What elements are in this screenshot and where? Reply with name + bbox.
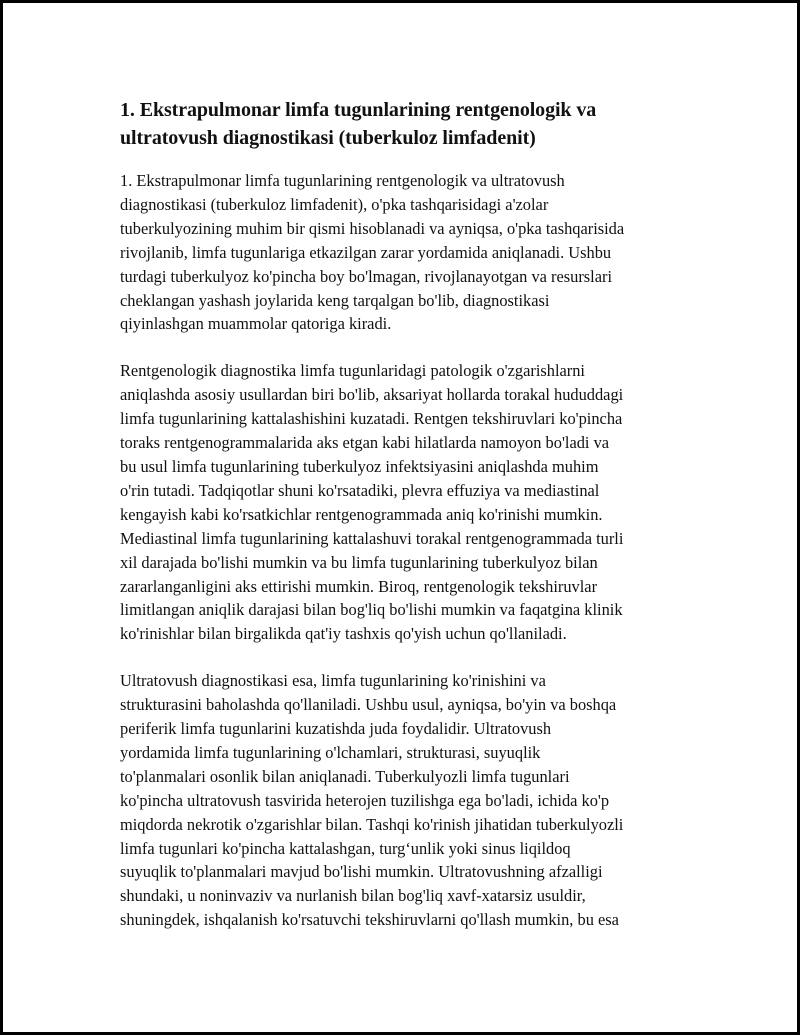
paragraph-line: o'rin tutadi. Tadqiqotlar shuni ko'rsatadiki, plevra effuziya va mediastinal: [120, 480, 600, 500]
paragraph-line: tuberkulyozining muhim bir qismi hisoblanadi va ayniqsa, o'pka tashqarisida: [120, 218, 625, 238]
paragraph-line: zararlanganligini aks ettirishi mumkin. Biroq, rentgenologik tekshiruvlar: [120, 576, 598, 596]
paragraph-line: limitlangan aniqlik darajasi bilan bog'liq bo'lishi mumkin va faqatgina klinik: [120, 600, 623, 620]
paragraph-line: miqdorda nekrotik o'zgarishlar bilan. Tashqi ko'rinish jihatidan tuberkulyozli: [120, 814, 624, 834]
paragraph-line: kengayish kabi ko'rsatkichlar rentgenogrammada aniq ko'rinishi mumkin.: [120, 504, 603, 524]
paragraph-line: bu usul limfa tugunlarining tuberkulyoz infektsiyasini aniqlashda muhim: [120, 456, 599, 476]
title-line: ultratovush diagnostikasi (tuberkuloz limfadenit): [120, 127, 536, 149]
paragraph-line: Rentgenologik diagnostika limfa tugunlaridagi patologik o'zgarishlarni: [120, 361, 585, 381]
paragraph-line: toraks rentgenogrammalarida aks etgan kabi hilatlarda namoyon bo'ladi va: [120, 433, 610, 453]
paragraph-line: limfa tugunlarining kattalashishini kuzatadi. Rentgen tekshiruvlari ko'pincha: [120, 409, 623, 429]
paragraph-line: strukturasini baholashda qo'llaniladi. Ushbu usul, ayniqsa, bo'yin va boshqa: [120, 695, 617, 715]
paragraph-line: turdagi tuberkulyoz ko'pincha boy bo'lmagan, rivojlanayotgan va resurslari: [120, 266, 613, 286]
paragraph-line: Ultratovush diagnostikasi esa, limfa tugunlarining ko'rinishini va: [120, 671, 546, 691]
paragraph-line: cheklangan yashash joylarida keng tarqalgan bo'lib, diagnostikasi: [120, 290, 550, 310]
document-body: [120, 96, 690, 932]
paragraph-line: ko'rinishlar bilan birgalikda qat'iy tashxis qo'yish uchun qo'llaniladi.: [120, 624, 567, 644]
title-line: 1. Ekstrapulmonar limfa tugunlarining rentgenologik va: [120, 99, 597, 121]
document-title: [120, 96, 690, 152]
paragraph-line: Mediastinal limfa tugunlarining kattalashuvi torakal rentgenogrammada turli: [120, 528, 624, 548]
ultrasound-paragraph: [120, 669, 690, 932]
paragraph-line: 1. Ekstrapulmonar limfa tugunlarining rentgenologik va ultratovush: [120, 171, 565, 190]
paragraph-line: qiyinlashgan muammolar qatoriga kiradi.: [120, 314, 392, 334]
paragraph-line: ko'pincha ultratovush tasvirida heterojen tuzilishga ega bo'ladi, ichida ko'p: [120, 790, 610, 810]
paragraph-line: yordamida limfa tugunlarining o'lchamlari, strukturasi, suyuqlik: [120, 742, 541, 762]
paragraph-line: limfa tugunlari ko'pincha kattalashgan, turg‘unlik yoki sinus liqildoq: [120, 838, 571, 858]
paragraph-line: periferik limfa tugunlarini kuzatishda juda foydalidir. Ultratovush: [120, 719, 552, 739]
paragraph-line: aniqlashda asosiy usullardan biri bo'lib, aksariyat hollarda torakal hududdagi: [120, 385, 624, 405]
paragraph-line: shuningdek, ishqalanish ko'rsatuvchi tekshiruvlarni qo'llash mumkin, bu esa: [120, 910, 619, 930]
paragraph-line: diagnostikasi (tuberkuloz limfadenit), o'pka tashqarisidagi a'zolar: [120, 194, 549, 214]
paragraph-line: suyuqlik to'planmalari mavjud bo'lishi mumkin. Ultratovushning afzalligi: [120, 862, 603, 882]
paragraph-line: to'planmalari osonlik bilan aniqlanadi. Tuberkulyozli limfa tugunlari: [120, 766, 570, 786]
paragraph-line: xil darajada bo'lishi mumkin va bu limfa tugunlarining tuberkulyoz bilan: [120, 552, 598, 572]
paragraph-line: rivojlanib, limfa tugunlariga etkazilgan zarar yordamida aniqlanadi. Ushbu: [120, 242, 612, 262]
paragraph-line: shundaki, u noninvaziv va nurlanish bilan bog'liq xavf-xatarsiz usuldir,: [120, 886, 586, 906]
intro-paragraph: [120, 169, 690, 336]
radiology-paragraph: [120, 359, 690, 646]
